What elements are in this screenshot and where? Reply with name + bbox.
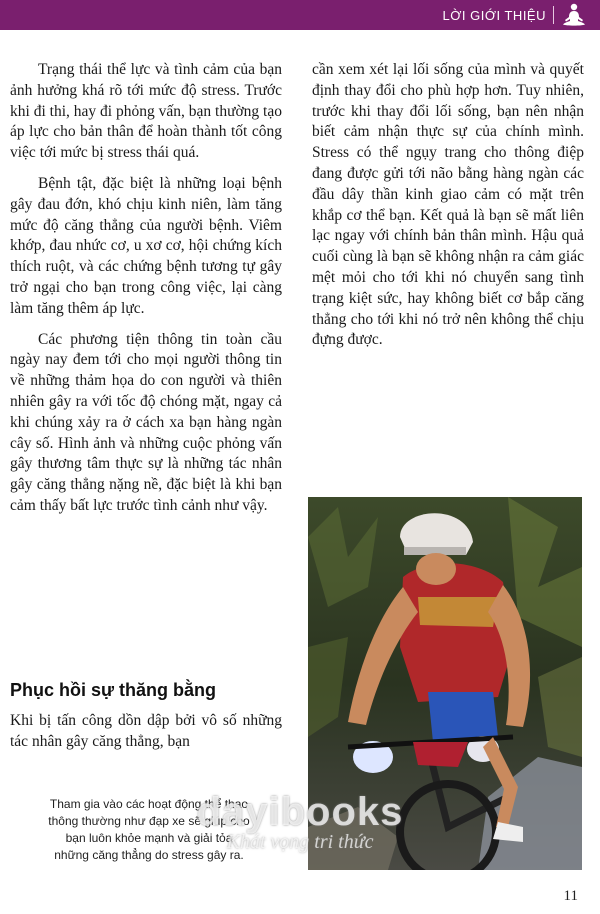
section-heading: Phục hồi sự thăng bằng (10, 680, 217, 700)
mountain-biker-photo (308, 497, 582, 870)
watermark-tagline: Khát vọng tri thức (226, 831, 374, 853)
header-bar (0, 0, 600, 30)
paragraph-media: Các phương tiện thông tin toàn cầu ngày nay đem tới cho mọi người thông tin về những thảm họa do con người và thiên nhiên gây ra với tốc độ chóng mặt, ngay cả khi chúng xảy ra ở cách xa bạn hàng ngàn cây số. Hình ảnh và những cuộc phỏng vấn gây thương tâm thực sự là những tác nhân gây căng thẳng nặng nề, đặc biệt là khi bạn cảm thấy bất lực trước tình cảnh như vậy. (10, 330, 282, 514)
chapter-title: LỜI GIỚI THIỆU (442, 8, 546, 23)
caption-line: bạn luôn khỏe mạnh và giải tỏa (65, 831, 233, 845)
page-number: 11 (563, 888, 578, 904)
photo-illustration (308, 497, 582, 870)
watermark-logo: dayibooks (196, 790, 404, 834)
caption-line: Tham gia vào các hoạt động thể thao (49, 797, 249, 811)
section-body: Khi bị tấn công dồn dập bởi vô số những tác nhân gây căng thẳng, bạn (10, 712, 282, 750)
photo-caption (14, 796, 284, 864)
caption-line: thông thường như đạp xe sẽ giúp cho (48, 814, 250, 828)
header-divider (553, 6, 554, 24)
caption-line: những căng thẳng do stress gây ra. (54, 848, 244, 862)
paragraph-illness: Bệnh tật, đặc biệt là những loại bệnh gây đau đớn, khó chịu kinh niên, làm tăng mức độ căng thẳng của người bệnh. Viêm khớp, đau nhức cơ, u xơ cơ, hội chứng kích thích ruột, và các chứng bệnh tương tự gây trở ngại cho bạn trong công việc, lại càng làm tăng thêm áp lực. (10, 174, 282, 317)
right-column (312, 60, 584, 361)
left-column (10, 60, 282, 527)
meditation-figure-icon (560, 2, 588, 28)
paragraph-physical-state: Trạng thái thể lực và tình cảm của bạn ảnh hưởng khá rõ tới mức độ stress. Trước khi đi thi, hay đi phỏng vấn, bạn thường tạo áp lực cho bản thân để hoàn thành tốt công việc tới mức bị stress thái quá. (10, 61, 282, 162)
paragraph-lifestyle: cần xem xét lại lối sống của mình và quyết định thay đổi cho phù hợp hơn. Tuy nhiên, trước khi thay đổi lối sống, bạn nên nhận biết cảm nhận thực sự của chính mình. Stress có thể ngụy trang cho thông điệp đang được gửi tới não bằng hàng ngàn các đầu dây thần kinh giao cảm có mặt trên khắp cơ thể bạn. Kết quả là bạn sẽ mất liên lạc ngay với chính bản thân mình. Hậu quả cuối cùng là bạn sẽ không nhận ra cảm giác mệt mỏi cho tới khi nó chuyển sang tình trạng kiệt sức, hay không biết cơ bắp căng thẳng cho tới khi nó trở nên không thể chịu đựng được. (312, 61, 584, 349)
